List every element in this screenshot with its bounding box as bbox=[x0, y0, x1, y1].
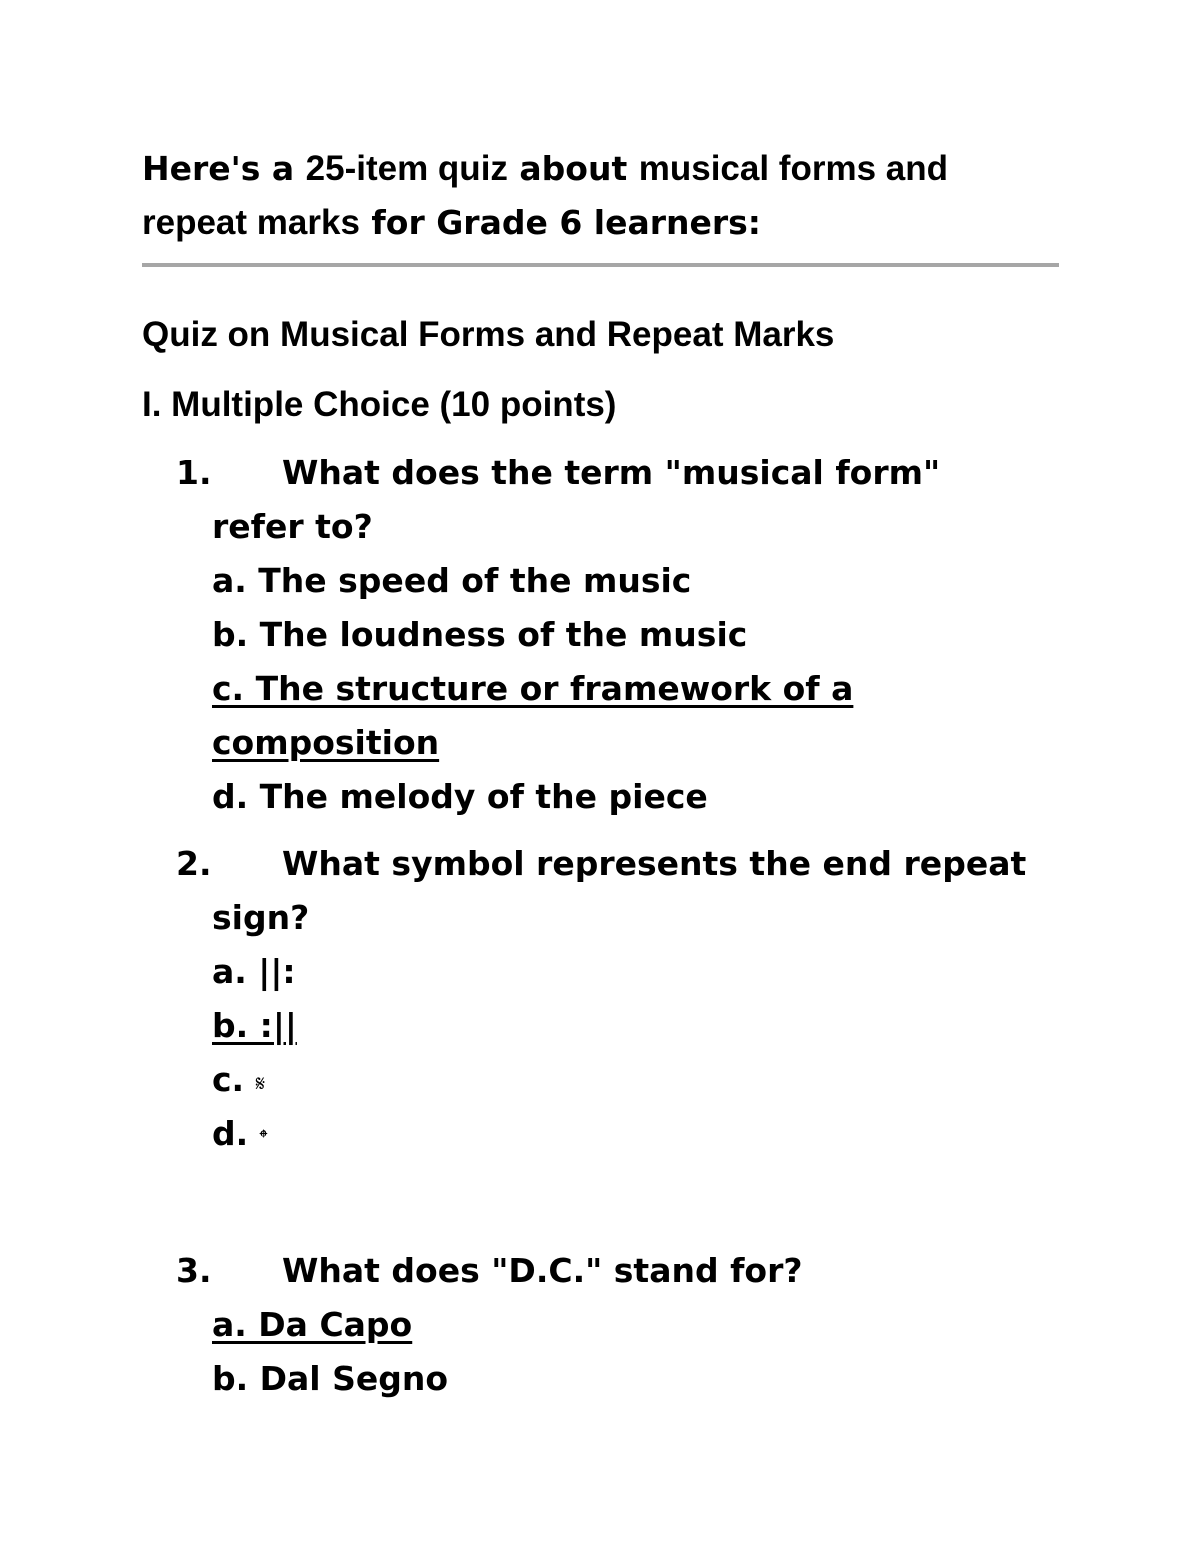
option-label: d. The melody of the piece bbox=[212, 777, 708, 816]
intro-text-1: Here's a bbox=[142, 149, 306, 188]
horizontal-divider bbox=[142, 263, 1059, 267]
question-1-option-a bbox=[176, 554, 1056, 608]
question-1-option-c-correct bbox=[176, 662, 1056, 716]
question-2-option-c bbox=[176, 1053, 1056, 1107]
intro-text-2: about bbox=[507, 149, 639, 188]
question-1-number: 1. bbox=[176, 453, 212, 492]
question-3-text: What does "D.C." stand for? bbox=[282, 1251, 803, 1290]
option-label: b. Dal Segno bbox=[212, 1359, 449, 1398]
intro-emphasis-2: musical forms and repeat marks bbox=[142, 149, 948, 242]
question-3-option-b bbox=[176, 1352, 1056, 1406]
question-1-option-d bbox=[176, 770, 1056, 824]
option-label: c. The structure or framework of a bbox=[212, 669, 854, 708]
quiz-title: Quiz on Musical Forms and Repeat Marks bbox=[142, 315, 835, 354]
question-3-header bbox=[176, 1244, 1056, 1298]
question-1-text-continued: refer to? bbox=[212, 507, 373, 546]
question-2-header bbox=[176, 837, 1056, 891]
option-label: b. The loudness of the music bbox=[212, 615, 748, 654]
question-3 bbox=[176, 1244, 1056, 1406]
question-1-header bbox=[176, 446, 1056, 500]
question-2-text-continued: sign? bbox=[212, 898, 310, 937]
option-label: b. :|| bbox=[212, 1006, 297, 1045]
intro-paragraph bbox=[142, 142, 1062, 250]
question-2-option-a bbox=[176, 945, 1056, 999]
question-2-number: 2. bbox=[176, 844, 212, 883]
question-1-option-b bbox=[176, 608, 1056, 662]
section-title: I. Multiple Choice (10 points) bbox=[142, 385, 617, 424]
question-2-text: What symbol represents the end repeat bbox=[282, 844, 1027, 883]
option-label: a. Da Capo bbox=[212, 1305, 413, 1344]
intro-emphasis-1: 25-item quiz bbox=[305, 149, 508, 188]
option-label: composition bbox=[212, 723, 440, 762]
question-2 bbox=[176, 837, 1056, 1161]
question-1-text: What does the term "musical form" bbox=[282, 453, 941, 492]
option-label: d. bbox=[212, 1114, 260, 1153]
segno-symbol: 𝄋 bbox=[255, 1072, 266, 1097]
option-label: c. bbox=[212, 1060, 256, 1099]
question-2-option-b-correct bbox=[176, 999, 1056, 1053]
question-1-option-c-continued bbox=[176, 716, 1056, 770]
question-3-number: 3. bbox=[176, 1251, 212, 1290]
question-3-option-a-correct bbox=[176, 1298, 1056, 1352]
option-label: a. ||: bbox=[212, 952, 296, 991]
coda-symbol: 𝄌 bbox=[259, 1126, 268, 1151]
intro-text-3: for Grade 6 learners: bbox=[359, 203, 761, 242]
option-label: a. The speed of the music bbox=[212, 561, 692, 600]
question-2-option-d bbox=[176, 1107, 1056, 1161]
question-1 bbox=[176, 446, 1056, 824]
